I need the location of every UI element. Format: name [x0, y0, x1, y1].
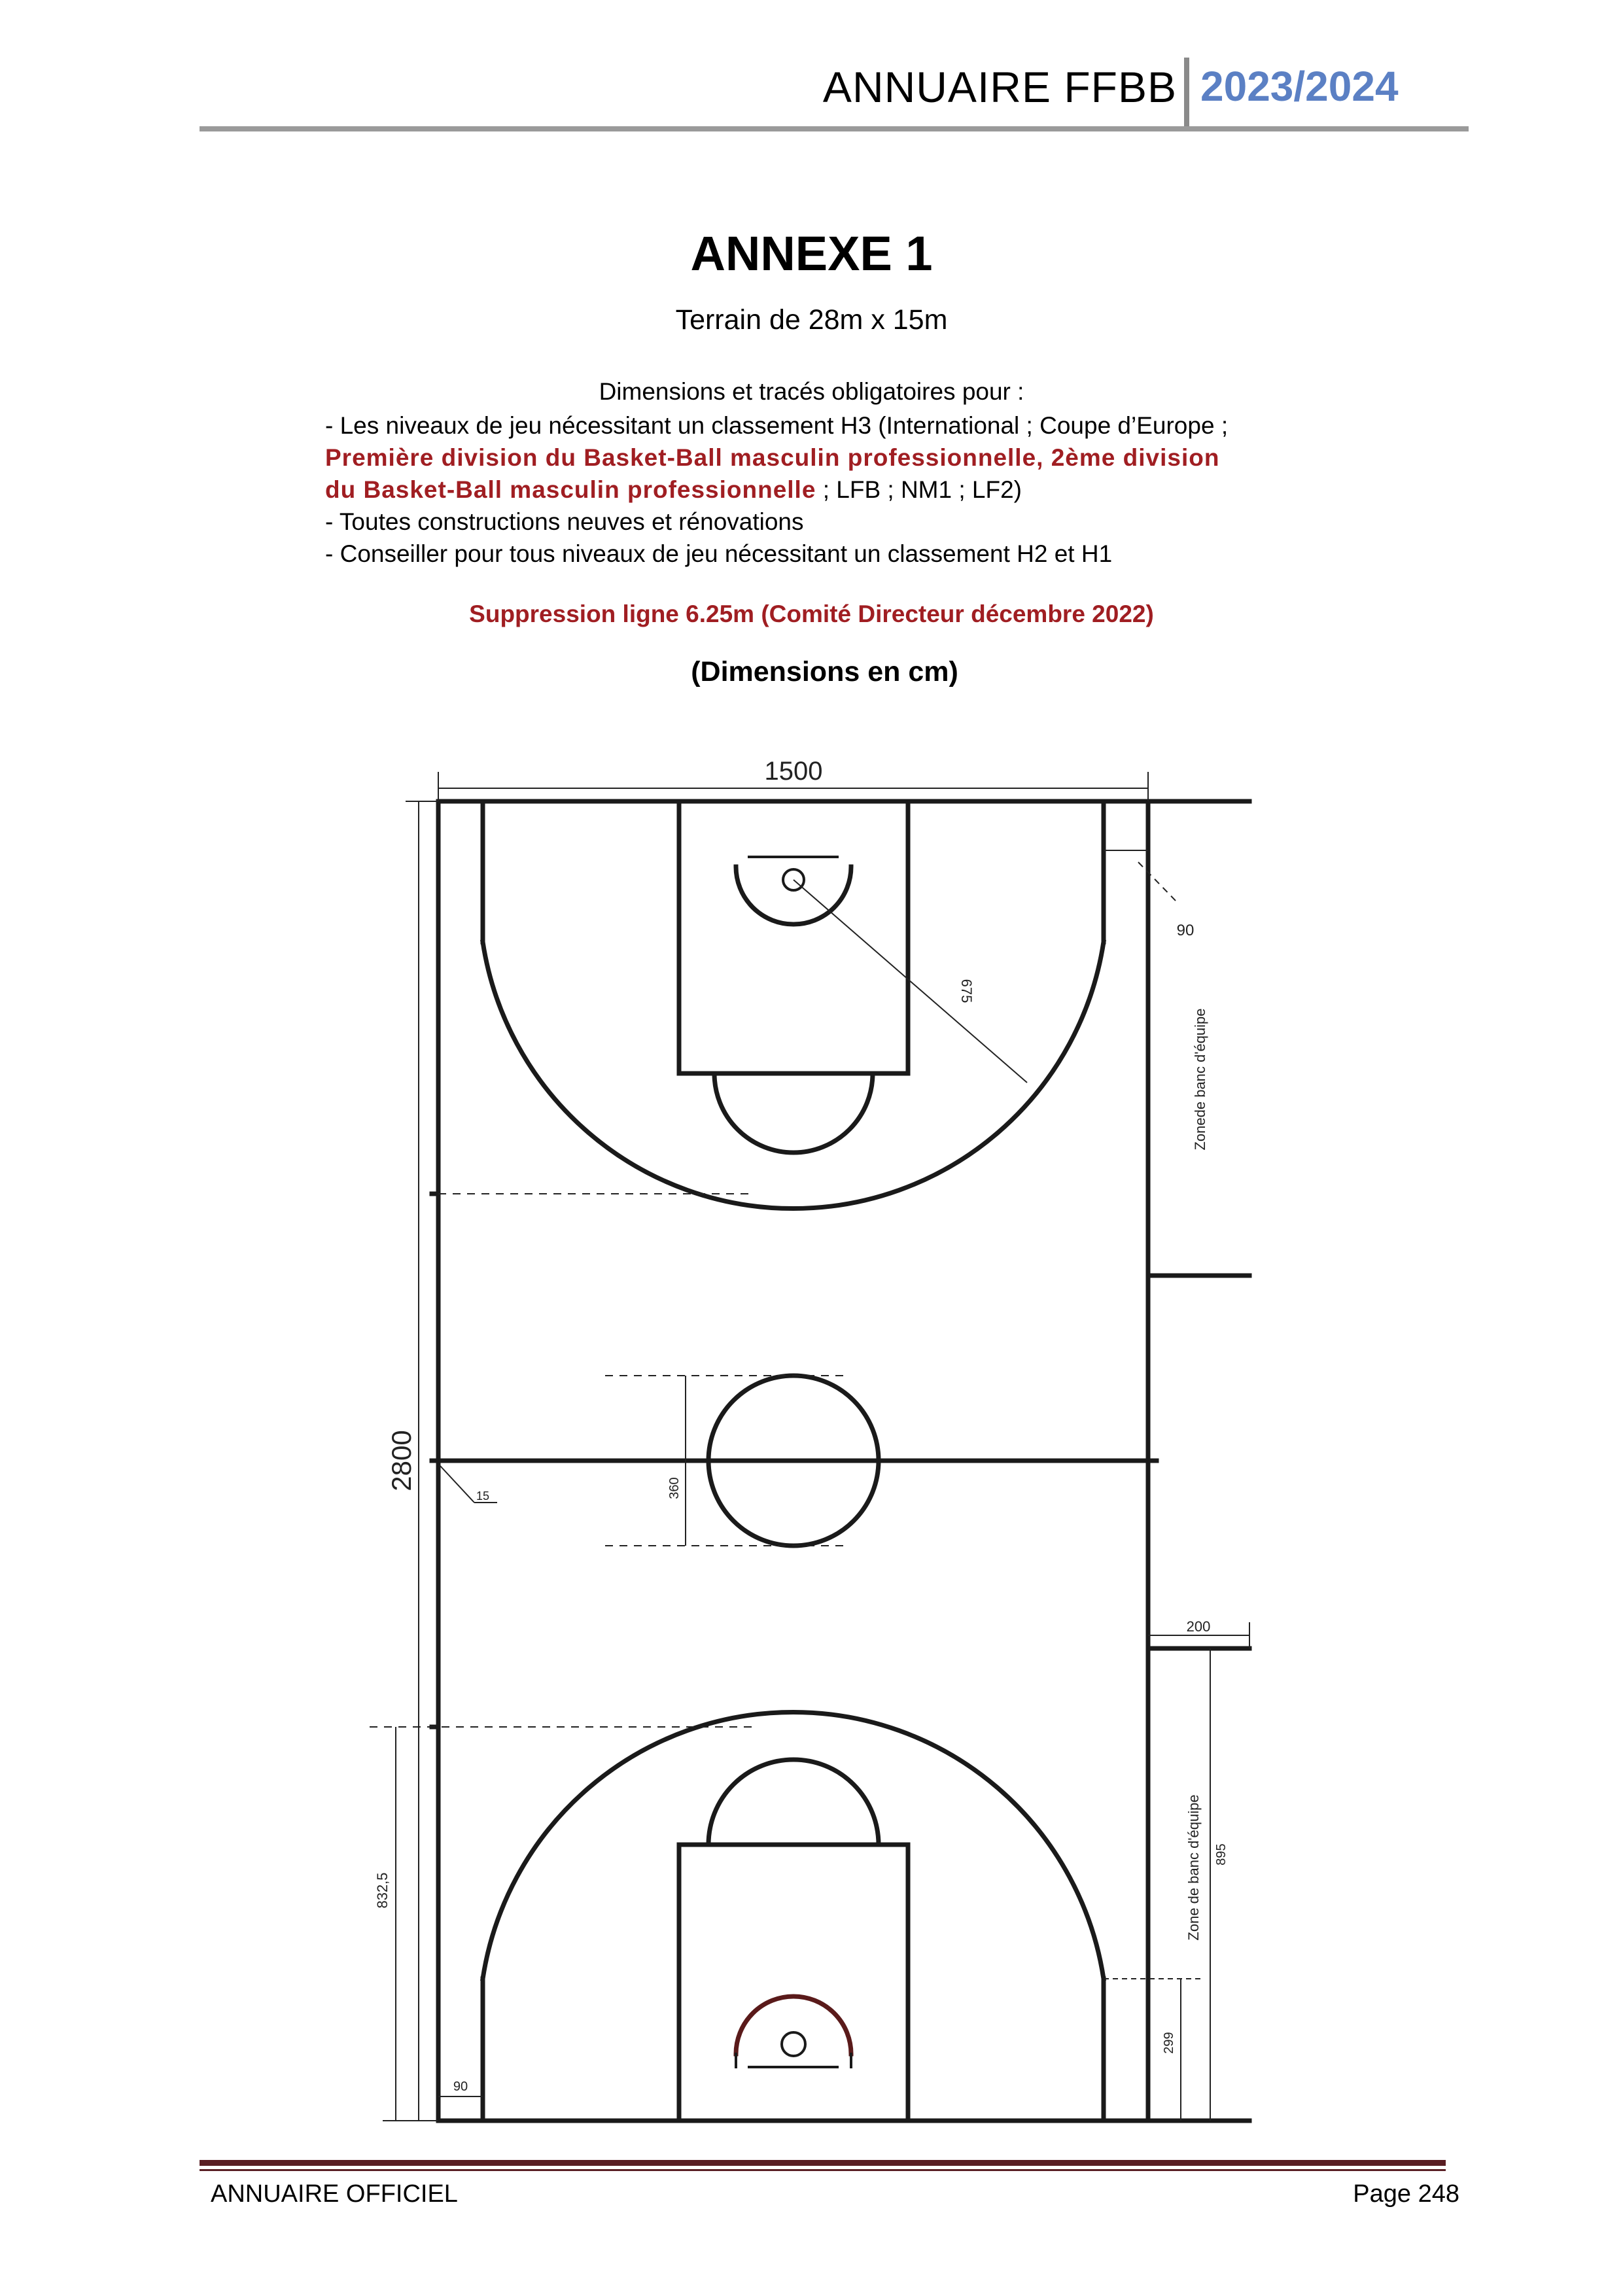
requirement-line-3-rest: ; LFB ; NM1 ; LF2) [816, 476, 1022, 503]
dimensions-note: (Dimensions en cm) [691, 656, 958, 687]
width-label: 1500 [764, 757, 823, 786]
top-corner-leader [1138, 862, 1178, 903]
footer-rule [200, 2160, 1446, 2166]
bottom-hoop [782, 2032, 805, 2056]
bottom-no-charge-arc [736, 1996, 851, 2054]
length-label: 2800 [386, 1430, 417, 1491]
top-free-throw-circle [714, 1073, 873, 1153]
bench-length-label: 895 [1214, 1843, 1229, 1866]
top-corner-label: 90 [1176, 922, 1195, 939]
line-width-label: 15 [476, 1489, 490, 1503]
requirement-line-5: - Conseiller pour tous niveaux de jeu nécessitant un classement H2 et H1 [325, 540, 1113, 567]
requirement-line-1: - Les niveaux de jeu nécessitant un classement H3 (International ; Coupe d’Europe ; [325, 412, 1229, 439]
requirement-highlight-1: Première division du Basket-Ball masculin professionnelle, 2ème division [325, 444, 1220, 471]
requirement-highlight-2: du Basket-Ball masculin professionnelle [325, 476, 816, 503]
bench-zone-bottom-label: Zone de banc d'équipe [1185, 1794, 1202, 1941]
footer-left: ANNUAIRE OFFICIEL [211, 2180, 458, 2208]
page-subtitle: Terrain de 28m x 15m [675, 304, 948, 336]
bottom-restricted-area [679, 1845, 908, 2121]
top-restricted-area [679, 801, 908, 1073]
header-year: 2023/2024 [1200, 63, 1399, 110]
bench-zone-top-label: Zonede banc d'équipe [1192, 1008, 1208, 1151]
arc-radius-label: 675 [958, 979, 975, 1003]
page-number: Page 248 [1353, 2180, 1459, 2208]
footer-rule-thin [200, 2169, 1446, 2171]
bench-width-label: 200 [1186, 1618, 1211, 1635]
page-title: ANNEXE 1 [690, 226, 933, 281]
bottom-free-throw-circle [708, 1760, 879, 1845]
center-circle-label: 360 [667, 1477, 682, 1499]
requirement-line-4: - Toutes constructions neuves et rénovations [325, 508, 804, 535]
arc-depth-label: 832,5 [374, 1872, 391, 1909]
line-width-leader [440, 1465, 474, 1503]
header-title: ANNUAIRE FFBB [822, 63, 1177, 111]
suppression-note: Suppression ligne 6.25m (Comité Directeur décembre 2022) [469, 600, 1154, 627]
intro-text: Dimensions et tracés obligatoires pour : [599, 378, 1024, 405]
corner-arc-height-label: 299 [1162, 2032, 1176, 2054]
bottom-corner-label: 90 [453, 2079, 468, 2094]
